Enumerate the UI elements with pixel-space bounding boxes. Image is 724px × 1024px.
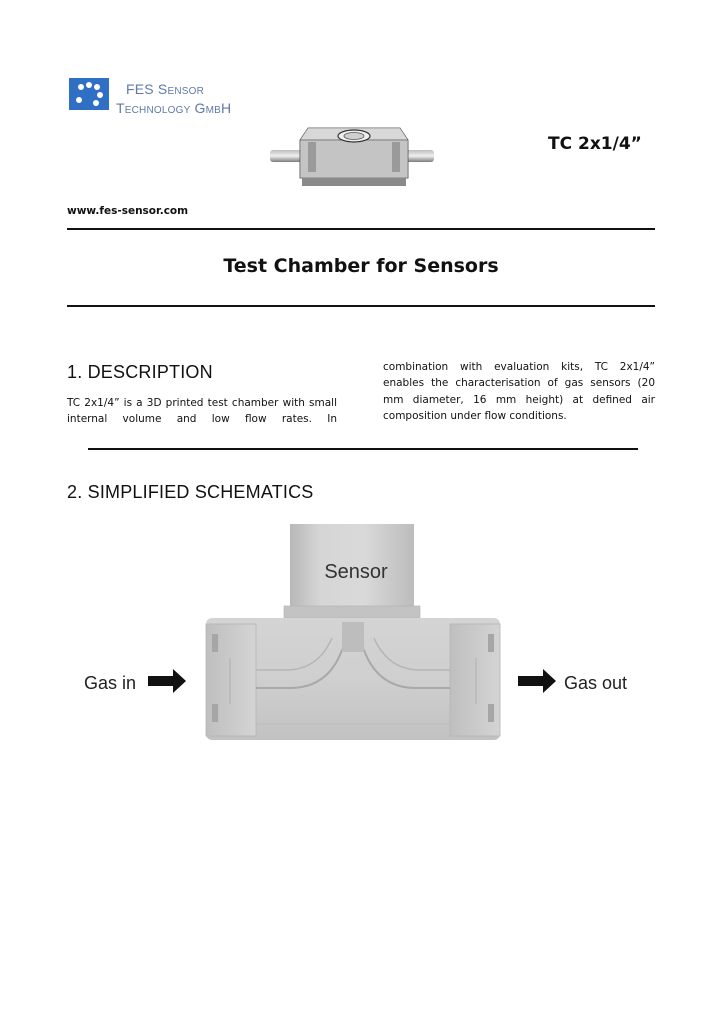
website-link[interactable]: www.fes-sensor.com	[67, 205, 189, 217]
description-text-right: combination with evaluation kits, TC 2x1/4” enables the characterisation of gas sensors (20 mm diameter, 16 mm height) at defined air composition under flow conditions.	[383, 361, 655, 423]
gas-in-label: Gas in	[84, 673, 137, 693]
company-name-line2: Technology GmbH	[116, 100, 232, 116]
section-heading-description: 1. DESCRIPTION	[67, 362, 213, 382]
section-heading-schematics: 2. SIMPLIFIED SCHEMATICS	[67, 482, 314, 502]
divider	[67, 228, 655, 230]
chamber-schematic	[60, 518, 660, 748]
gas-out-label: Gas out	[564, 673, 628, 693]
sensor-label: Sensor	[324, 561, 388, 583]
product-model: TC 2x1/4”	[548, 134, 642, 154]
divider	[88, 448, 638, 450]
arrow-right-icon	[148, 669, 186, 693]
page-title: Test Chamber for Sensors	[223, 255, 499, 277]
description-text-left: TC 2x1/4” is a 3D printed test chamber with small internal volume and low flow rates. In	[67, 397, 337, 426]
company-name	[116, 80, 231, 118]
product-photo	[268, 116, 436, 196]
divider	[67, 305, 655, 307]
company-logo-icon	[69, 78, 109, 110]
arrow-right-icon	[518, 669, 556, 693]
company-name-line1: FES Sensor	[126, 81, 205, 97]
